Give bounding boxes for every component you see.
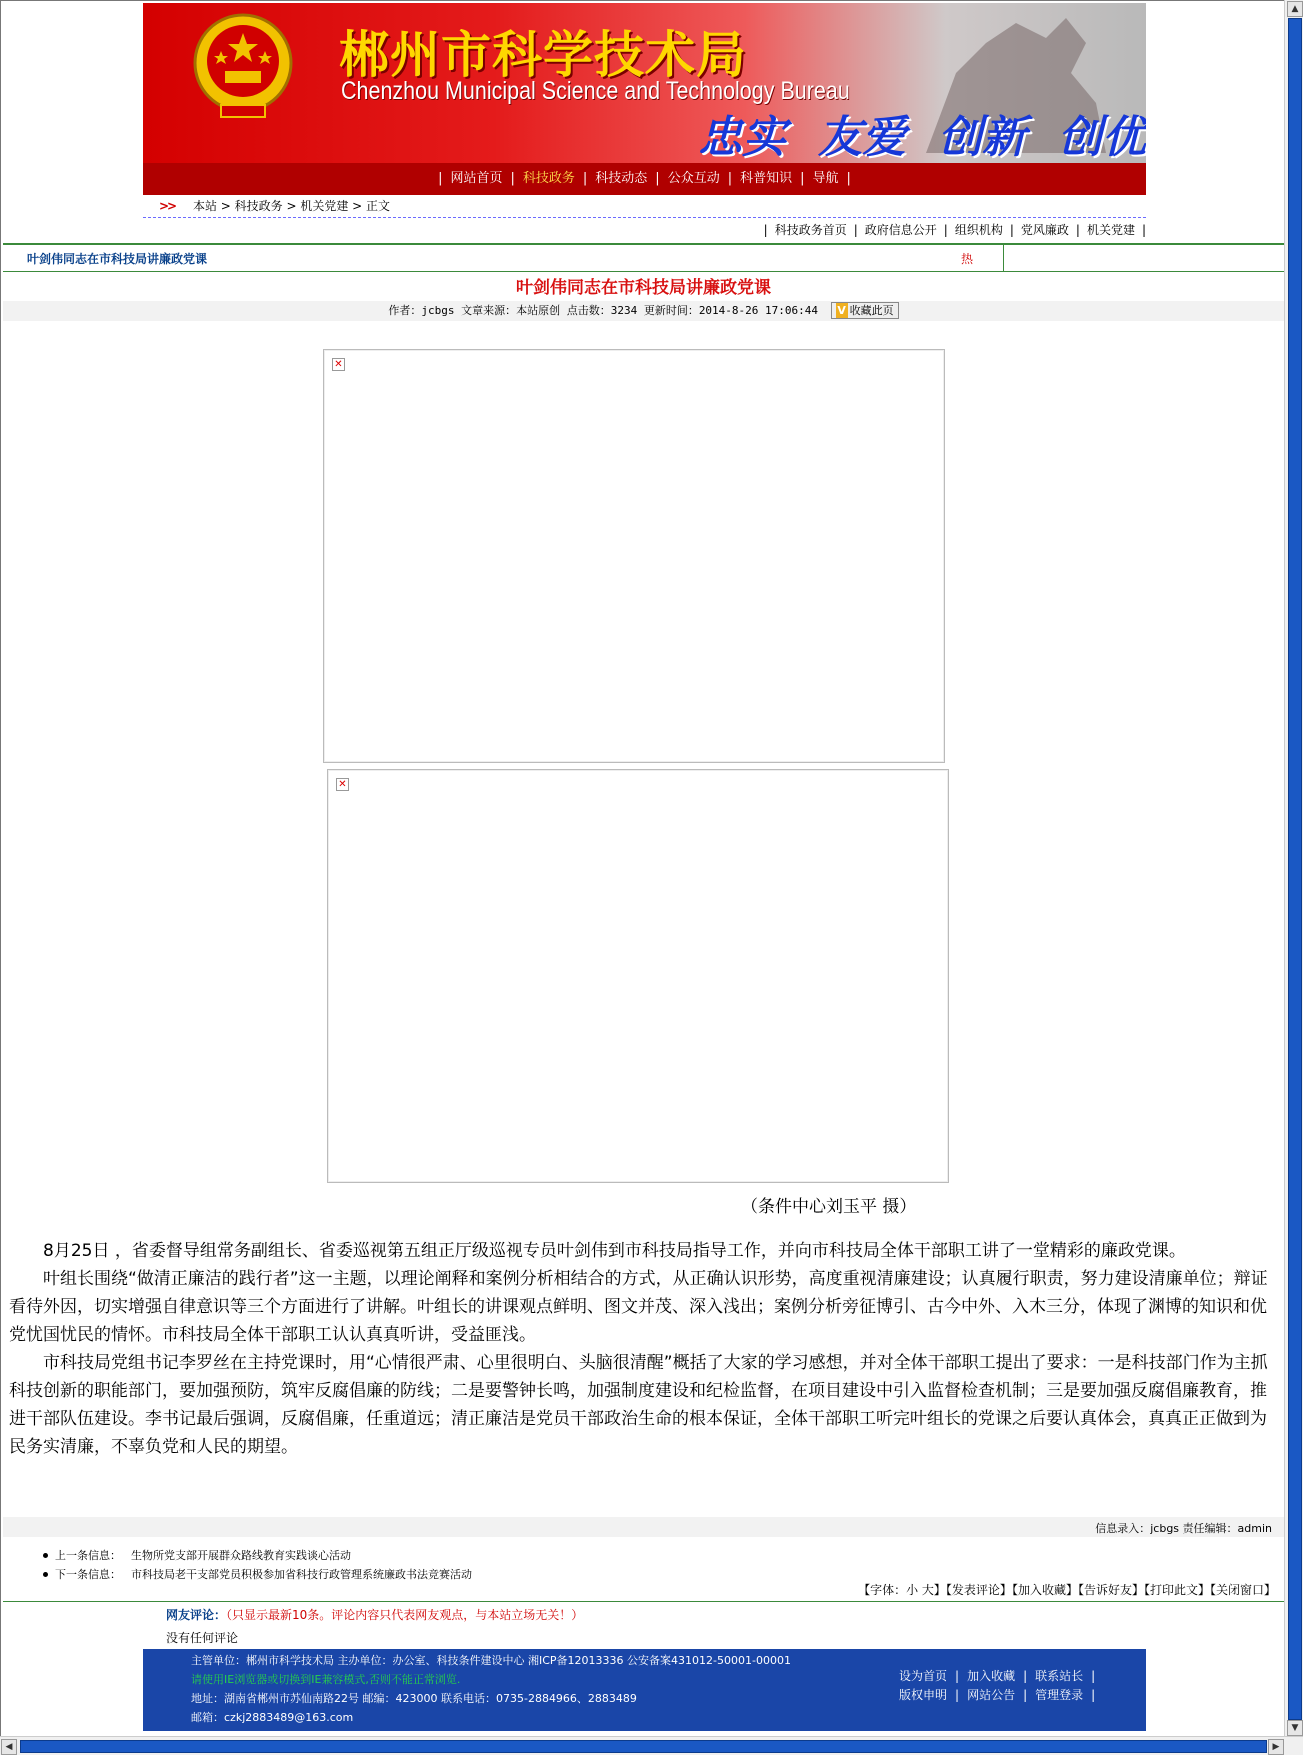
comments-notice: （只显示最新10条。评论内容只代表网友观点，与本站立场无关！） — [226, 1608, 584, 1622]
article-tools — [858, 1581, 1276, 1598]
sub-nav: | 科技政务首页 | 政府信息公开 | 组织机构 | 党风廉政 | 机关党建 | — [763, 223, 1146, 237]
hot-label: 热 — [961, 252, 974, 266]
article-image-1 — [323, 349, 945, 763]
nav-popular-science[interactable]: 科普知识 — [740, 171, 793, 186]
next-link[interactable]: 市科技局老干支部党员积极参加省科技行政管理系统廉政书法竞赛活动 — [131, 1568, 472, 1581]
no-comments-text: 没有任何评论 — [166, 1631, 239, 1645]
article-image-2 — [327, 769, 949, 1183]
article-title-bar — [3, 243, 1284, 272]
copyright-link[interactable]: 版权申明 — [899, 1688, 948, 1702]
breadcrumb-current: 正文 — [366, 199, 391, 213]
title-bar-text: 叶剑伟同志在市科技局讲廉政党课 — [27, 252, 208, 266]
paragraph: 市科技局党组书记李罗丝在主持党课时，用“心情很严肃、心里很明白、头脑很清醒”概括了大家的学习感想，并对全体干部职工提出了要求：一是科技部门作为主抓科技创新的职能部门，要加强预防，筑牢反腐倡廉的防线；二是要警钟长鸣，加强制度建设和纪检监督，在项目建设中引入监督检查机制；三是要加强反腐倡廉教育，推进干部队伍建设。李书记最后强调，反腐倡廉，任重道远；清正廉洁是党员干部政治生命的根本保证，全体干部职工听完叶组长的党课之后要认真体会，真真正正做到为民务实清廉，不辜负党和人民的期望。 — [9, 1353, 1268, 1457]
announcement-link[interactable]: 网站公告 — [967, 1688, 1016, 1702]
footer-line: 邮箱：czkj2883489@163.com — [191, 1711, 354, 1724]
next-label: 下一条信息： — [55, 1568, 121, 1581]
side-box — [1003, 245, 1285, 271]
nav-home[interactable]: 网站首页 — [450, 171, 503, 186]
subnav-party-building[interactable]: 机关党建 — [1086, 223, 1135, 237]
contact-admin-link[interactable]: 联系站长 — [1035, 1669, 1084, 1683]
subnav-affairs-home[interactable]: 科技政务首页 — [774, 223, 847, 237]
scroll-left-icon[interactable]: ◀ — [1, 1739, 17, 1755]
font-size-toggle[interactable]: 【字体：小 大】 — [858, 1583, 946, 1597]
comments-heading — [166, 1606, 583, 1623]
slogans — [698, 101, 1146, 163]
article-meta — [3, 301, 1284, 321]
set-homepage-link[interactable]: 设为首页 — [899, 1669, 948, 1683]
scroll-right-icon[interactable]: ▶ — [1268, 1739, 1284, 1755]
double-chevron-icon: >> — [159, 199, 176, 213]
prev-next-list — [41, 1546, 472, 1584]
paragraph: 8月25日 ，省委督导组常务副组长、省委巡视第五组正厅级巡视专员叶剑伟到市科技局指导工作，并向市科技局全体干部职工讲了一堂精彩的廉政党课。 — [43, 1241, 1186, 1261]
divider — [143, 217, 1146, 218]
main-nav: | 网站首页 | 科技政务 | 科技动态 | 公众互动 | 科普知识 | 导航 | — [143, 163, 1146, 195]
vertical-scrollbar[interactable] — [1284, 0, 1303, 1737]
site-title: 郴州市科学技术局 — [339, 26, 747, 84]
site-banner — [143, 3, 1146, 163]
site-footer — [143, 1649, 1146, 1731]
national-emblem-icon — [191, 11, 295, 123]
scroll-thumb[interactable] — [1288, 18, 1302, 1720]
comments-title: 网友评论： — [166, 1608, 227, 1622]
footer-info — [191, 1651, 791, 1727]
breadcrumb-home[interactable]: 本站 — [192, 199, 217, 213]
slogan: 友爱 — [818, 112, 906, 163]
scroll-down-icon[interactable]: ▼ — [1287, 1720, 1303, 1736]
next-item — [41, 1565, 472, 1584]
horizontal-scrollbar[interactable] — [0, 1736, 1303, 1755]
editor-info-bar — [3, 1517, 1284, 1537]
broken-image-icon: ✕ — [332, 358, 345, 371]
nav-sci-affairs[interactable]: 科技政务 — [522, 171, 575, 186]
editor-info: 信息录入：jcbgs 责任编辑：admin — [1095, 1522, 1272, 1535]
site-subtitle: Chenzhou Municipal Science and Technology Bureau — [341, 77, 850, 105]
slogan: 创新 — [938, 112, 1026, 163]
print-link[interactable]: 【打印此文】 — [1143, 1583, 1210, 1597]
post-comment-link[interactable]: 【发表评论】 — [945, 1583, 1012, 1597]
article-title: 叶剑伟同志在市科技局讲廉政党课 — [516, 278, 771, 298]
nav-navigation[interactable]: 导航 — [812, 171, 839, 186]
meta-text: 作者：jcbgs 文章来源：本站原创 点击数：3234 更新时间：2014-8-26 17:06:44 — [388, 304, 819, 317]
tell-friend-link[interactable]: 【告诉好友】 — [1077, 1583, 1144, 1597]
prev-item — [41, 1546, 472, 1565]
footer-links: 设为首页 | 加入收藏 | 联系站长 | 版权申明 | 网站公告 | 管理登录 | — [891, 1667, 1095, 1705]
article-body — [9, 1237, 1275, 1461]
footer-line: 地址：湖南省郴州市苏仙南路22号 邮编：423000 联系电话：0735-2884966、2883489 — [191, 1692, 637, 1705]
footer-line: 主管单位：郴州市科学技术局 主办单位：办公室、科技条件建设中心 湘ICP备12013336 公安备案431012-50001-00001 — [191, 1654, 791, 1667]
subnav-integrity[interactable]: 党风廉政 — [1020, 223, 1069, 237]
prev-link[interactable]: 生物所党支部开展群众路线教育实践谈心活动 — [131, 1549, 351, 1562]
slogan: 忠实 — [698, 112, 786, 163]
browser-warning: 请使用IE浏览器或切换到IE兼容模式,否则不能正常浏览. — [191, 1673, 461, 1686]
breadcrumb-party-building[interactable]: 机关党建 — [300, 199, 349, 213]
paragraph: 叶组长围绕“做清正廉洁的践行者”这一主题，以理论阐释和案例分析相结合的方式，从正确认识形势，高度重视清廉建设；认真履行职责，努力建设清廉单位；辩证看待外因，切实增强自律意识等三个方面进行了讲解。叶组长的讲课观点鲜明、图文并茂、深入浅出；案例分析旁征博引、古今中外、入木三分，体现了渊博的知识和优党忧国忧民的情怀。市科技局全体干部职工认认真真听讲，受益匪浅。 — [9, 1269, 1268, 1345]
divider — [3, 1601, 1284, 1602]
prev-label: 上一条信息： — [55, 1549, 121, 1562]
scroll-thumb[interactable] — [20, 1740, 1267, 1753]
photo-caption: （条件中心刘玉平 摄） — [741, 1197, 917, 1217]
admin-login-link[interactable]: 管理登录 — [1035, 1688, 1084, 1702]
nav-public-interaction[interactable]: 公众互动 — [667, 171, 720, 186]
favorite-label: 收藏此页 — [849, 304, 894, 317]
breadcrumb: >> 本站 > 科技政务 > 机关党建 > 正文 — [159, 199, 391, 213]
close-window-link[interactable]: 【关闭窗口】 — [1209, 1583, 1276, 1597]
add-favorite-footer-link[interactable]: 加入收藏 — [967, 1669, 1016, 1683]
nav-sci-news[interactable]: 科技动态 — [595, 171, 648, 186]
slogan: 创优 — [1058, 112, 1146, 163]
subnav-organization[interactable]: 组织机构 — [954, 223, 1003, 237]
favorite-button[interactable] — [831, 302, 899, 319]
add-favorite-link[interactable]: 【加入收藏】 — [1011, 1583, 1078, 1597]
favorite-icon: V — [837, 304, 846, 317]
scroll-up-icon[interactable]: ▲ — [1287, 1, 1303, 17]
subnav-gov-info[interactable]: 政府信息公开 — [864, 223, 937, 237]
breadcrumb-sci-affairs[interactable]: 科技政务 — [234, 199, 283, 213]
broken-image-icon: ✕ — [336, 778, 349, 791]
